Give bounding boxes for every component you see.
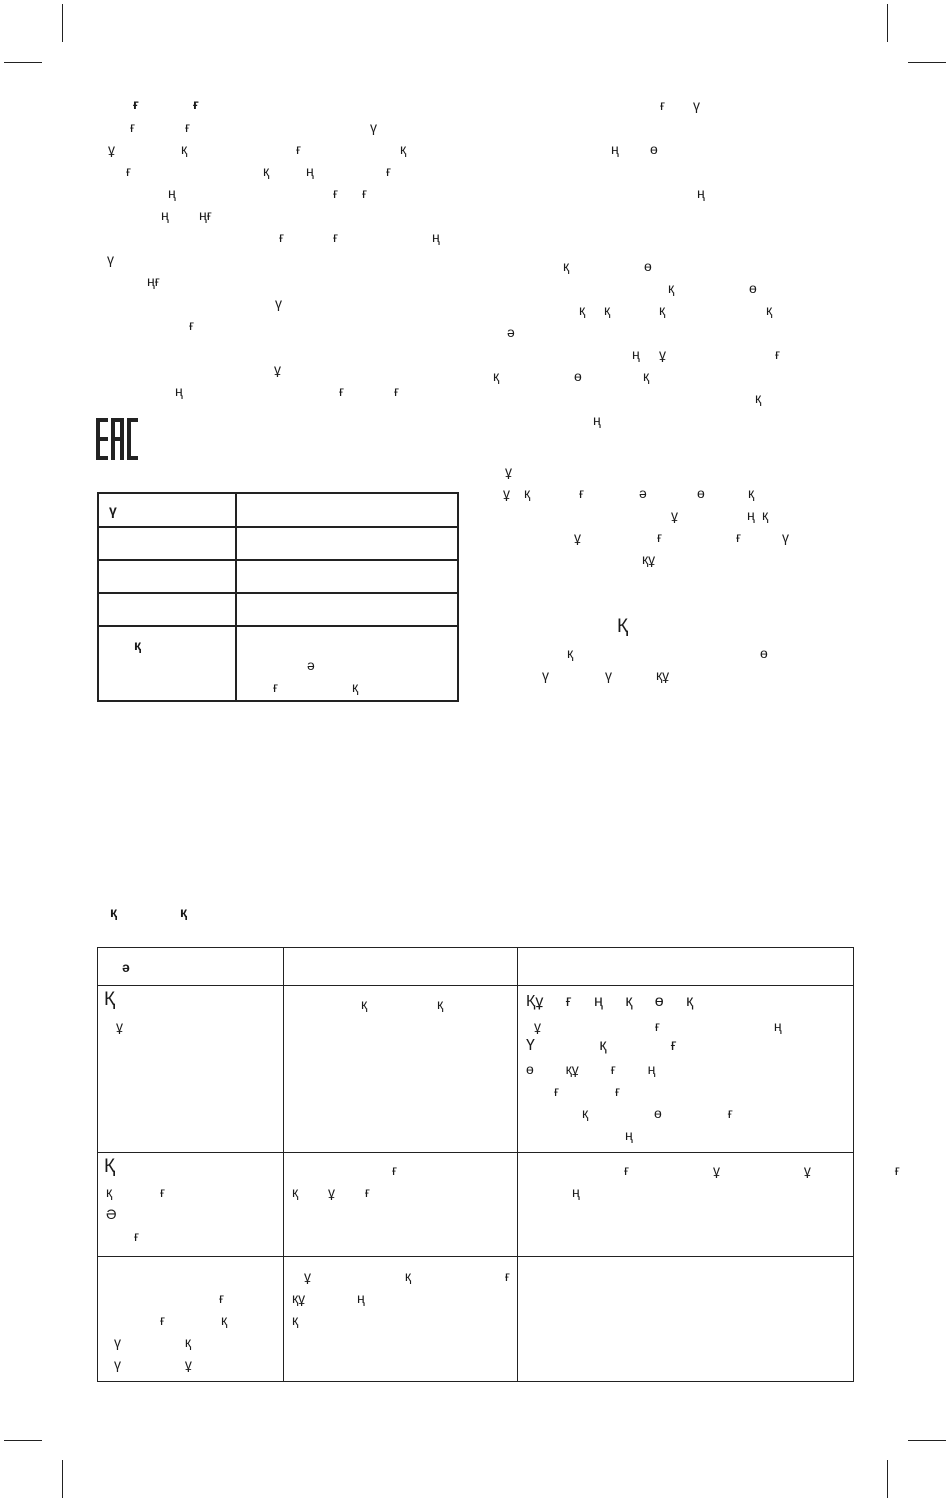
table-row [98, 1257, 854, 1382]
glyph: қ [567, 645, 574, 661]
glyph: ғ [339, 383, 345, 399]
table-cell [284, 1257, 518, 1382]
glyph: ңғ [147, 273, 160, 289]
glyph: ұ [574, 529, 581, 545]
glyph: ұ қ ғ [304, 1268, 511, 1284]
glyph: ң [697, 185, 705, 201]
glyph: ғ [189, 317, 195, 333]
glyph: ң [611, 141, 619, 157]
crop-mark-top-left-vertical [62, 4, 63, 42]
glyph: ұ [274, 361, 281, 377]
glyph: ө [574, 368, 582, 384]
spec-key-cell [98, 560, 236, 593]
glyph: Ү қ ғ [526, 1037, 677, 1054]
glyph: ә [639, 485, 647, 501]
glyph: қ [180, 904, 188, 920]
table-cell [98, 1257, 284, 1382]
glyph: ң [572, 1184, 580, 1200]
glyph: Құ ғ ң қ ө қ [526, 993, 694, 1010]
table-header-row [98, 948, 854, 986]
glyph: ғ [134, 1228, 140, 1244]
glyph: ү қ [114, 1334, 192, 1350]
glyph: қ [668, 280, 675, 296]
glyph: ғ [219, 1290, 225, 1306]
glyph: ғ [333, 185, 339, 201]
glyph: ғ қ [273, 679, 359, 695]
glyph: қ [659, 302, 666, 318]
glyph: ғ [392, 1162, 398, 1178]
glyph: қ [493, 368, 500, 384]
glyph: ү ұ [114, 1356, 192, 1372]
table-row [98, 593, 458, 626]
table-cell [518, 1153, 900, 1257]
header-cell [284, 948, 518, 986]
glyph: ү [542, 667, 549, 683]
glyph: ұ [505, 463, 512, 479]
glyph: ң [625, 1127, 633, 1143]
glyph: қ [579, 302, 586, 318]
glyph: ң [747, 507, 755, 523]
glyph: ң [306, 163, 314, 179]
glyph: Ә [106, 1206, 117, 1222]
glyph: ғ [133, 96, 139, 112]
glyph: ғ [130, 119, 136, 135]
glyph: ү [275, 295, 282, 311]
crop-mark-bottom-right-vertical [887, 1460, 888, 1498]
spec-value-cell [236, 493, 458, 527]
glyph: ү [693, 97, 700, 113]
glyph: ө [697, 485, 705, 501]
glyph: ңғ [199, 207, 212, 223]
glyph: ғ [333, 229, 339, 245]
glyph: ғ [775, 346, 781, 362]
table-cell [518, 986, 854, 1153]
glyph: ғ [386, 163, 392, 179]
glyph: ұ [659, 346, 666, 362]
header-cell [98, 948, 284, 986]
spec-value-cell [236, 560, 458, 593]
glyph: ұ ғ ң [534, 1018, 782, 1034]
header-cell [518, 948, 854, 986]
glyph: ө [644, 258, 652, 274]
glyph: ғ [279, 229, 285, 245]
crop-mark-bottom-left-horizontal [4, 1440, 42, 1441]
glyph: ү [107, 251, 114, 267]
table-row [98, 527, 458, 560]
glyph: ә [507, 324, 515, 340]
troubleshooting-table [97, 947, 900, 1382]
glyph: қ [524, 485, 531, 501]
glyph: ө [650, 141, 658, 157]
spec-value-cell [236, 527, 458, 560]
glyph: қ ө ғ [582, 1105, 733, 1121]
table-row [98, 626, 458, 701]
eac-certification-logo [96, 418, 140, 462]
glyph: ө құ ғ ң [526, 1061, 656, 1077]
crop-mark-bottom-left-vertical [62, 1460, 63, 1498]
crop-mark-top-left-horizontal [4, 62, 42, 63]
table-cell [284, 1153, 518, 1257]
glyph: қ [292, 1312, 299, 1328]
glyph: ғ ғ [554, 1083, 621, 1099]
spec-key-cell [98, 593, 236, 626]
table-row [98, 1153, 854, 1257]
glyph: қ қ [361, 996, 444, 1012]
glyph: ұ [116, 1018, 123, 1034]
glyph: қ [134, 637, 142, 653]
glyph: қ [643, 368, 650, 384]
glyph: ң [161, 207, 169, 223]
glyph: ң [175, 383, 183, 399]
table-row [98, 493, 458, 527]
glyph: Қ [104, 989, 116, 1010]
table-cell [98, 1153, 284, 1257]
glyph: қ [110, 904, 118, 920]
glyph: қ ұ ғ [292, 1184, 371, 1200]
table-row [98, 986, 854, 1153]
glyph: қ [748, 485, 755, 501]
glyph: қ [263, 163, 270, 179]
glyph: қ [181, 141, 188, 157]
glyph: құ [642, 551, 656, 567]
glyph: ұ [503, 485, 510, 501]
glyph: ғ [579, 485, 585, 501]
table-cell [518, 1257, 854, 1382]
glyph: ө [760, 645, 768, 661]
glyph: ғ [394, 383, 400, 399]
spec-value-cell [236, 593, 458, 626]
glyph: ү [605, 667, 612, 683]
glyph: ү [109, 502, 117, 518]
glyph: ғ [185, 119, 191, 135]
table-row [98, 560, 458, 593]
glyph: қ [755, 390, 762, 406]
glyph: қ [400, 141, 407, 157]
glyph: қ ғ [106, 1184, 166, 1200]
glyph: қ [762, 507, 769, 523]
glyph: қ [563, 258, 570, 274]
glyph: ғ [126, 163, 132, 179]
spec-value-cell [236, 626, 458, 701]
spec-key-cell [98, 493, 236, 527]
glyph: ң [168, 185, 176, 201]
glyph: қ [766, 302, 773, 318]
glyph: ү [370, 119, 377, 135]
glyph: ң [432, 229, 440, 245]
glyph: ғ [660, 97, 666, 113]
spec-key-cell [98, 626, 236, 701]
glyph: ә [307, 657, 315, 673]
glyph: ғ [736, 529, 742, 545]
glyph: Қ [617, 616, 629, 637]
glyph: ұ [108, 141, 115, 157]
crop-mark-top-right-horizontal [908, 62, 946, 63]
crop-mark-top-right-vertical [887, 4, 888, 42]
table-cell [98, 986, 284, 1153]
glyph: ғ [296, 141, 302, 157]
spec-key-cell [98, 527, 236, 560]
glyph: ғ ұ ұ ғ [624, 1162, 900, 1178]
crop-mark-bottom-right-horizontal [908, 1440, 946, 1441]
glyph: Қ [104, 1156, 116, 1177]
specification-table [97, 492, 459, 702]
glyph: ұ [671, 507, 678, 523]
glyph: ң [632, 346, 640, 362]
glyph: құ ң [292, 1290, 365, 1306]
glyph: ң [593, 412, 601, 428]
glyph: ә [122, 959, 130, 975]
table-cell [284, 986, 518, 1153]
glyph: ғ қ [160, 1312, 228, 1328]
glyph: ғ [193, 96, 199, 112]
glyph: құ [656, 667, 670, 683]
glyph: қ [604, 302, 611, 318]
glyph: ү [782, 529, 789, 545]
glyph: ғ [657, 529, 663, 545]
glyph: ғ [362, 185, 368, 201]
glyph: ө [749, 280, 757, 296]
